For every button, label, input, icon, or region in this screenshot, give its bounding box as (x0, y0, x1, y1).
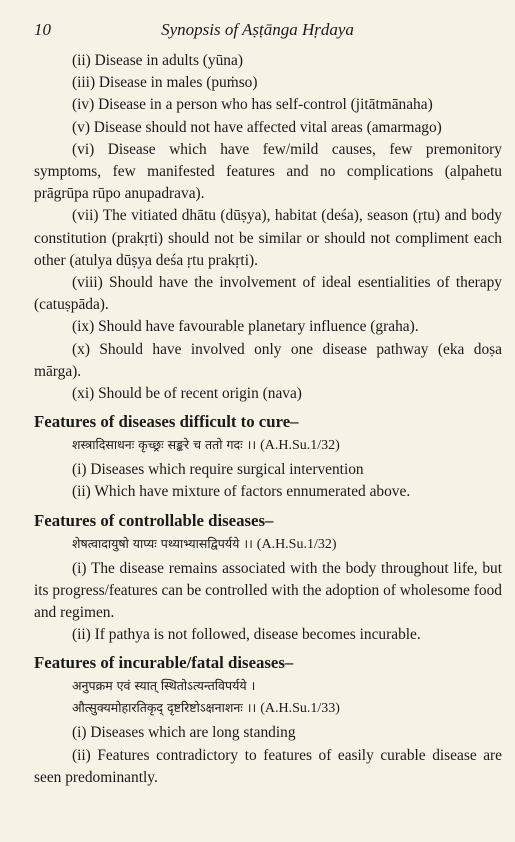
sanskrit-verse (34, 434, 502, 457)
verse-text: औत्सुक्यमोहारतिकृद् दृष्टरिष्टोऽक्षनाशनः ।। (72, 700, 257, 716)
section-heading-incurable: Features of incurable/fatal diseases– (34, 653, 294, 673)
verse-reference: (A.H.Su.1/33) (260, 701, 340, 717)
verse-text: अनुपक्रम एवं स्यात् स्थितोऽत्यन्तविपर्यये । (72, 678, 256, 694)
sanskrit-verse (34, 675, 502, 697)
running-title: Synopsis of Aṣṭānga Hṛdaya (161, 20, 354, 39)
sanskrit-verse (34, 697, 502, 720)
list-item: (vii) The vitiated dhātu (dūṣya), habitat (deśa), season (ṛtu) and body constitution (prakṛti) should not be similar or should not compliment each other (atulya dūṣya deśa ṛtu prakṛti). (34, 207, 502, 269)
verse-text: शस्त्रादिसाधनः कृच्छ्रः सङ्करे च ततो गदः ।। (72, 437, 257, 453)
list-item: (i) The disease remains associated with the body throughout life, but its progress/features can be controlled with the adoption of wholesome food and regimen. (34, 559, 502, 622)
list-item: (xi) Should be of recent origin (nava) (72, 385, 302, 403)
list-item: (x) Should have involved only one disease pathway (eka doṣa mārga). (34, 340, 502, 380)
page-number: 10 (34, 20, 51, 39)
verse-text: शेषत्वादायुषो याप्यः पथ्याभ्यासद्विपर्यये ।। (72, 535, 253, 551)
verse-reference: (A.H.Su.1/32) (260, 438, 340, 454)
list-item: (viii) Should have the involvement of ideal esentialities of therapy (catuṣpāda). (34, 274, 502, 314)
list-item: (i) Diseases which require surgical intervention (72, 461, 364, 479)
verse-reference: (A.H.Su.1/32) (256, 536, 337, 552)
list-item: (iv) Disease in a person who has self-control (jitātmānaha) (72, 96, 433, 114)
list-item: (ii) Which have mixture of factors ennumerated above. (72, 483, 411, 501)
section-heading-difficult: Features of diseases difficult to cure– (34, 412, 299, 432)
list-item: (i) Diseases which are long standing (72, 724, 296, 742)
page-content (34, 50, 502, 789)
list-item: (iii) Disease in males (puṁso) (72, 74, 258, 92)
list-item: (vi) Disease which have few/mild causes, few premonitory symptoms, few manifested features and no complications (alpahetu prāgrūpa rūpo anupadrava). (34, 140, 502, 203)
list-item: (ii) If pathya is not followed, disease becomes incurable. (72, 626, 421, 644)
list-item: (ii) Features contradictory to features of easily curable disease are seen predominantly. (34, 746, 502, 786)
sanskrit-verse (34, 533, 502, 556)
list-item: (v) Disease should not have affected vital areas (amarmago) (72, 118, 442, 136)
section-heading-controllable: Features of controllable diseases– (34, 510, 274, 530)
page-header (0, 20, 515, 42)
list-item: (ii) Disease in adults (yūna) (72, 52, 243, 69)
list-item: (ix) Should have favourable planetary influence (graha). (72, 318, 419, 336)
